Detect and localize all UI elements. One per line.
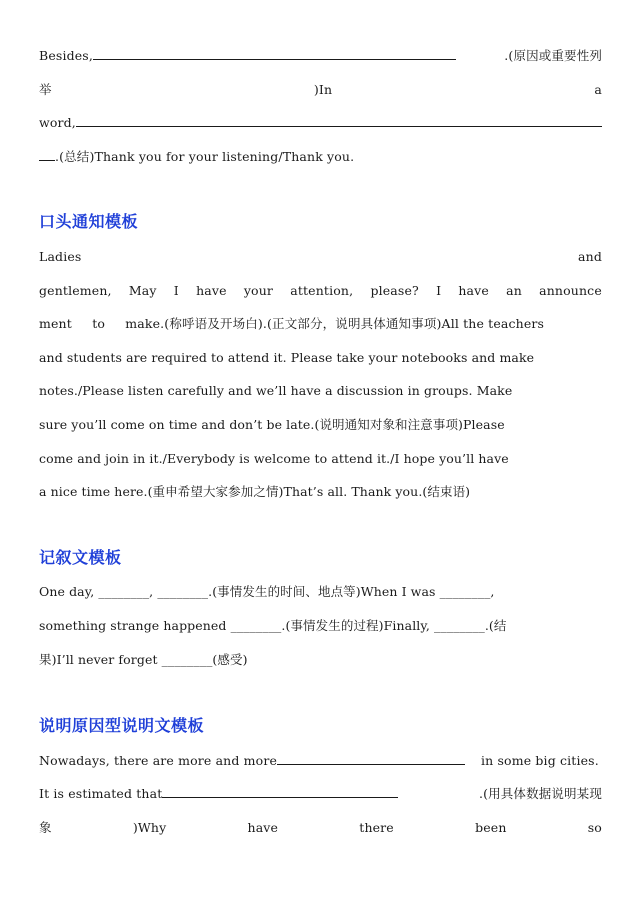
notice-line-2: [39, 280, 602, 302]
word: 象: [39, 820, 52, 835]
notice-line-4: and students are required to attend it. Please take your notebooks and make: [39, 350, 535, 365]
text-segment: It is estimated that: [39, 786, 163, 801]
fill-blank: [162, 784, 398, 798]
word: announce: [539, 283, 602, 298]
text-segment: )In: [313, 82, 333, 97]
text-segment: .(原因或重要性列: [504, 48, 602, 63]
word: have: [458, 283, 489, 298]
word: there: [359, 820, 394, 835]
text-segment: .(总结)Thank you for your listening/Thank you.: [55, 149, 355, 164]
notice-heading: 口头通知模板: [39, 212, 139, 231]
text-segment: to: [92, 316, 106, 331]
fill-blank: [76, 113, 602, 127]
notice-line-8: a nice time here.(重申希望大家参加之情)That’s all. Thank you.(结束语): [39, 484, 471, 499]
expository-line-1: [39, 750, 602, 772]
ending-line-2: [39, 79, 602, 101]
word: have: [247, 820, 279, 835]
text-segment: ment: [39, 316, 72, 331]
text-segment: Nowadays, there are more and more: [39, 753, 278, 768]
ending-line-3: [39, 112, 602, 134]
text-segment: and: [578, 249, 602, 264]
word: have: [196, 283, 227, 298]
text-segment: Ladies: [39, 249, 82, 264]
word: I: [173, 283, 179, 298]
word: May: [128, 283, 157, 298]
fill-blank: [277, 751, 465, 765]
text-segment: .(用具体数据说明某现: [478, 786, 602, 801]
expository-heading: 说明原因型说明文模板: [39, 716, 205, 735]
narrative-line-3: 果)I’ll never forget ________(感受): [39, 652, 248, 667]
text-segment: in some big cities.: [481, 753, 599, 768]
text-segment: make.(称呼语及开场白).(正文部分，说明具体通知事项)All the teachers: [125, 316, 545, 331]
fill-blank: [93, 46, 456, 60]
word: gentlemen,: [39, 283, 112, 298]
ending-line-4: [39, 146, 602, 168]
word: )Why: [132, 820, 167, 835]
word: I: [436, 283, 442, 298]
notice-line-5: notes./Please listen carefully and we’ll have a discussion in groups. Make: [39, 383, 513, 398]
text-segment: a: [594, 82, 602, 97]
text-segment: Besides,: [39, 48, 93, 63]
notice-line-7: come and join in it./Everybody is welcome to attend it./I hope you’ll have: [39, 451, 509, 466]
word: attention,: [290, 283, 354, 298]
notice-line-6: sure you’ll come on time and don’t be late.(说明通知对象和注意事项)Please: [39, 417, 505, 432]
expository-line-2: [39, 783, 602, 805]
word: an: [506, 283, 522, 298]
narrative-line-2: something strange happened ________.(事情发生的过程)Finally, ________.(结: [39, 618, 507, 633]
fill-blank: [39, 147, 55, 161]
word: please?: [370, 283, 419, 298]
word: so: [587, 820, 602, 835]
ending-line-1: [39, 45, 602, 67]
word: your: [243, 283, 274, 298]
narrative-heading: 记叙文模板: [39, 548, 122, 567]
word: been: [475, 820, 507, 835]
text-segment: 举: [39, 82, 52, 97]
notice-line-3: [39, 313, 602, 335]
expository-line-3: [39, 817, 602, 839]
notice-line-1: [39, 246, 602, 268]
narrative-line-1: One day, ________, ________.(事情发生的时间、地点等)When I was ________,: [39, 584, 495, 599]
text-segment: word,: [39, 115, 76, 130]
